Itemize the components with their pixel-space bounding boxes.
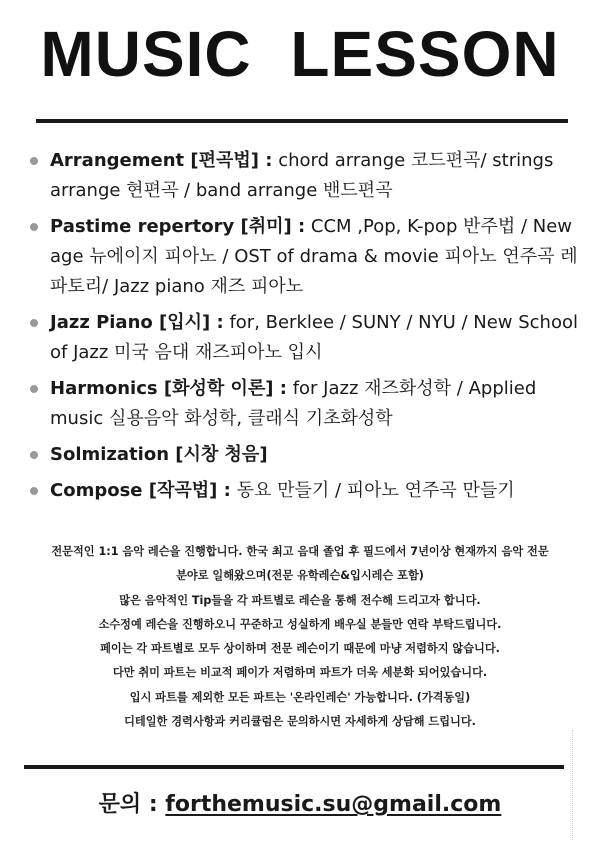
item-text: chord arrange 코드편곡/ strings arrange 현편곡 / band arrange 밴드편곡 bbox=[50, 150, 554, 201]
bullet-icon bbox=[30, 385, 38, 393]
list-item bbox=[30, 212, 590, 302]
note-line: 입시 파트를 제외한 모든 파트는 '온라인레슨' 가능합니다. (가격동일) bbox=[129, 690, 471, 704]
bullet-icon bbox=[30, 487, 38, 495]
note-line: 소수정예 레슨을 진행하오니 꾸준하고 성실하게 배우실 분들만 연락 부탁드립니다. bbox=[98, 617, 502, 631]
item-heading: Harmonics [화성학 이론] : bbox=[50, 378, 287, 399]
note-line: 페이는 각 파트별로 모두 상이하며 전문 레슨이기 때문에 마냥 저렴하지 않습니다. bbox=[100, 642, 500, 656]
dotted-guide bbox=[572, 730, 573, 840]
item-heading: Pastime repertory [취미] : bbox=[50, 216, 306, 237]
note-line: 다만 취미 파트는 비교적 페이가 저렴하며 파트가 더욱 세분화 되어있습니다. bbox=[112, 666, 488, 680]
contact-email-link[interactable]: forthemusic.su@gmail.com bbox=[165, 792, 502, 817]
lesson-notes bbox=[16, 540, 584, 734]
bullet-icon bbox=[30, 223, 38, 231]
note-line: 많은 음악적인 Tip들을 각 파트별로 레슨을 통해 전수해 드리고자 합니다. bbox=[119, 593, 481, 607]
item-heading: Arrangement [편곡법] : bbox=[50, 150, 273, 171]
list-item bbox=[30, 440, 590, 470]
bullet-icon bbox=[30, 319, 38, 327]
bullet-icon bbox=[30, 451, 38, 459]
list-item bbox=[30, 308, 590, 368]
bottom-divider bbox=[24, 765, 564, 769]
item-heading: Jazz Piano [입시] : bbox=[50, 312, 224, 333]
page-title: MUSIC LESSON bbox=[40, 18, 560, 90]
lesson-list bbox=[30, 146, 590, 512]
item-heading: Compose [작곡법] : bbox=[50, 480, 231, 501]
list-item bbox=[30, 374, 590, 434]
contact-label: 문의 : bbox=[98, 792, 166, 817]
bullet-icon bbox=[30, 157, 38, 165]
item-text: 동요 만들기 / 피아노 연주곡 만들기 bbox=[230, 480, 515, 501]
item-text: CCM ,Pop, K-pop 반주법 / New age 뉴에이지 피아노 / OST of drama & movie 피아노 연주곡 레파토리/ Jazz piano 재즈 피아노 bbox=[50, 216, 578, 297]
item-text: for, Berklee / SUNY / NYU / New School of Jazz 미국 음대 재즈피아노 입시 bbox=[50, 312, 578, 363]
top-divider bbox=[36, 119, 568, 123]
note-line: 전문적인 1:1 음악 레슨을 진행합니다. 한국 최고 음대 졸업 후 필드에서 7년이상 현재까지 음악 전문 bbox=[51, 545, 549, 558]
contact-line bbox=[0, 787, 600, 818]
item-text: for Jazz 재즈화성학 / Applied music 실용음악 화성학, 클래식 기초화성학 bbox=[50, 378, 537, 429]
list-item bbox=[30, 476, 590, 506]
item-heading: Solmization [시창 청음] bbox=[50, 444, 268, 465]
note-line: 분야로 일해왔으며(전문 유학레슨&입시레슨 포함) bbox=[176, 569, 424, 583]
list-item bbox=[30, 146, 590, 206]
note-line: 디테일한 경력사항과 커리큘럼은 문의하시면 자세하게 상담해 드립니다. bbox=[124, 715, 476, 729]
